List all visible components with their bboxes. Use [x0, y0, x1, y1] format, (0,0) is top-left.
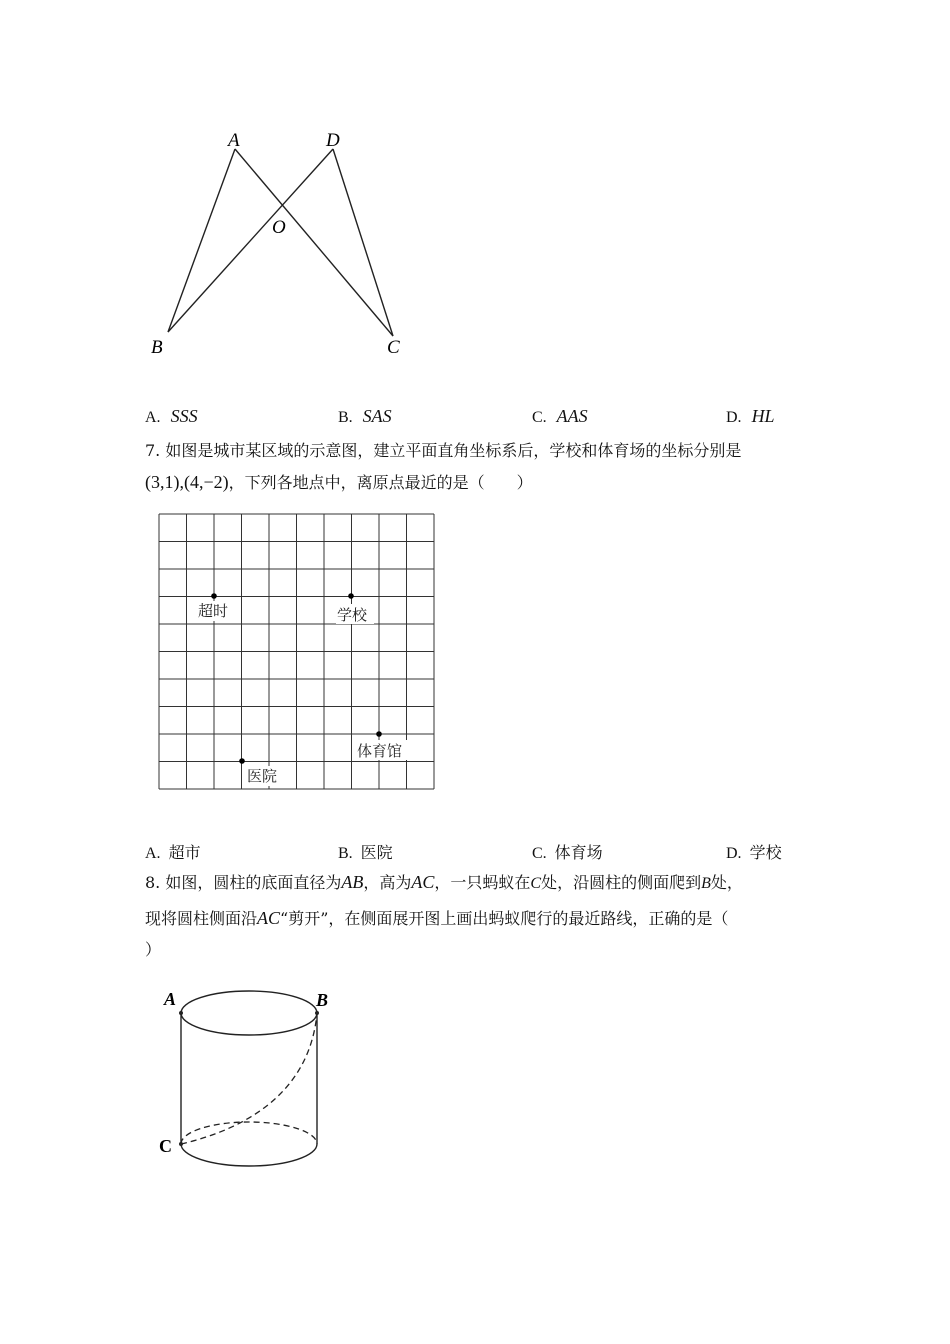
- q8-math-b: B: [701, 875, 711, 892]
- grid-label-school: 学校: [337, 606, 368, 624]
- point-label-A: A: [164, 989, 177, 1009]
- q8-text: 8. 如图，圆柱的底面直径为: [145, 873, 342, 892]
- grid-point-stadium: [376, 731, 382, 737]
- option-letter: B.: [338, 409, 353, 426]
- segment-AC: [235, 149, 393, 336]
- q8-text: 处，: [710, 873, 743, 892]
- q7-question-line-2: [145, 472, 533, 493]
- ant-path-dashed: [181, 1013, 317, 1144]
- grid-label-supermarket: 超时: [198, 602, 229, 620]
- cylinder-bottom-front-arc: [181, 1144, 317, 1166]
- q6-option-b[interactable]: [338, 406, 392, 427]
- q8-question-line-3: [145, 940, 161, 960]
- grid-label-hospital: 医院: [247, 767, 278, 785]
- q7-text-1: 7. 如图是城市某区域的示意图，建立平面直角坐标系后，学校和体育场的坐标分别是: [145, 441, 742, 460]
- grid-label-stadium: 体育馆: [357, 742, 403, 760]
- option-value: HL: [751, 406, 775, 426]
- triangle-figure: [140, 120, 430, 370]
- q6-option-a[interactable]: [145, 406, 198, 427]
- q8-text: ，一只蚂蚁在: [434, 873, 531, 892]
- q7-coordinates: (3,1),(4,−2): [145, 472, 229, 492]
- q8-text: 处，沿圆柱的侧面爬到: [541, 873, 702, 892]
- point-label-A: A: [228, 130, 240, 151]
- point-label-B: B: [316, 990, 329, 1010]
- point-label-C: C: [159, 1136, 172, 1156]
- q8-math-ab: AB: [341, 872, 364, 892]
- option-value: AAS: [556, 406, 588, 426]
- option-value: SAS: [362, 406, 392, 426]
- cylinder-bottom-back-arc: [181, 1122, 317, 1144]
- option-letter: D.: [726, 409, 742, 426]
- q7-option-b[interactable]: [338, 840, 393, 863]
- point-label-O: O: [272, 217, 286, 238]
- q7-question-line-1: [145, 441, 741, 461]
- q8-math-ac: AC: [411, 872, 435, 892]
- option-value: 医院: [360, 843, 393, 862]
- q8-math-ac: AC: [257, 908, 281, 928]
- cylinder-top-ellipse: [181, 991, 317, 1035]
- option-letter: D.: [726, 845, 742, 862]
- q7-option-c[interactable]: [532, 840, 603, 863]
- cylinder-figure: [150, 980, 350, 1170]
- q8-question-line-2: [145, 908, 728, 929]
- q8-question-line-1: [145, 872, 743, 894]
- segment-AB: [168, 149, 235, 332]
- q8-math-c: C: [530, 875, 542, 892]
- q8-text: 现将圆柱侧面沿: [145, 909, 258, 928]
- point-label-B: B: [151, 337, 163, 358]
- q8-text: ，高为: [363, 873, 412, 892]
- point-label-C: C: [387, 337, 400, 358]
- segment-DC: [333, 149, 393, 336]
- q7-option-a[interactable]: [145, 840, 201, 863]
- q7-text-2: ，下列各地点中，离原点最近的是（ ）: [228, 473, 533, 492]
- q7-option-d[interactable]: [726, 840, 782, 863]
- segment-DB: [168, 149, 333, 332]
- option-value: 超市: [168, 843, 201, 862]
- q6-option-d[interactable]: [726, 406, 775, 427]
- q8-text: “剪开”，在侧面展开图上画出蚂蚁爬行的最近路线，正确的是（: [280, 909, 729, 928]
- option-letter: C.: [532, 845, 547, 862]
- point-label-D: D: [326, 130, 340, 151]
- option-letter: A.: [145, 845, 161, 862]
- city-grid-map: [150, 508, 450, 798]
- option-letter: C.: [532, 409, 547, 426]
- option-value: SSS: [170, 406, 198, 426]
- q6-option-c[interactable]: [532, 406, 588, 427]
- grid-point-hospital: [239, 758, 245, 764]
- option-letter: B.: [338, 845, 353, 862]
- grid-point-school: [348, 593, 354, 599]
- grid-point-supermarket: [211, 593, 217, 599]
- q8-text: ）: [145, 940, 162, 959]
- option-letter: A.: [145, 409, 161, 426]
- option-value: 体育场: [554, 843, 603, 862]
- option-value: 学校: [749, 843, 782, 862]
